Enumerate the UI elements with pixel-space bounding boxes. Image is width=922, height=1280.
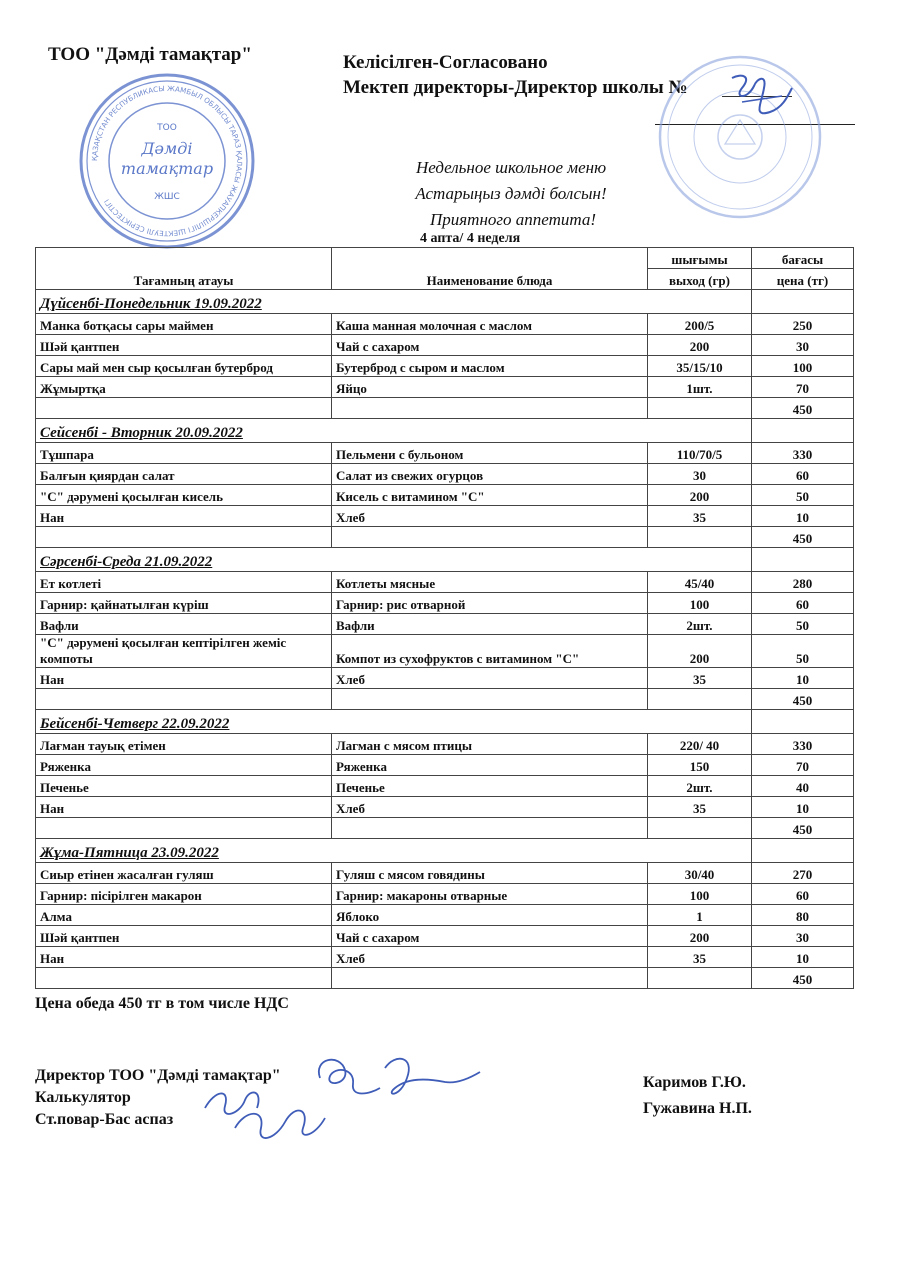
dish-price: 10 <box>752 506 854 527</box>
dish-ru: Лагман с мясом птицы <box>332 734 648 755</box>
header-ru-name: Наименование блюда <box>332 248 648 290</box>
dish-kz: Вафли <box>36 614 332 635</box>
dish-kz: Нан <box>36 668 332 689</box>
total-empty <box>332 818 648 839</box>
table-row <box>36 485 854 506</box>
stamp-bottom-text: ЖШС <box>154 192 180 202</box>
signature-names <box>643 1070 752 1122</box>
dish-kz: Ряженка <box>36 755 332 776</box>
total-empty <box>332 398 648 419</box>
dish-kz: Печенье <box>36 776 332 797</box>
total-empty <box>36 527 332 548</box>
dish-yield: 35/15/10 <box>648 356 752 377</box>
table-row <box>36 797 854 818</box>
dish-kz: Жұмыртқа <box>36 377 332 398</box>
day-name: Бейсенбі-Четверг 22.09.2022 <box>36 710 648 734</box>
dish-price: 50 <box>752 635 854 668</box>
dish-price: 50 <box>752 485 854 506</box>
day-spacer <box>648 419 752 443</box>
agreed-label: Келісілген-Согласовано <box>343 52 548 73</box>
dish-kz: Шәй қантпен <box>36 926 332 947</box>
stamp-ring-text: ҚАЗАҚСТАН РЕСПУБЛИКАСЫ ЖАМБЫЛ ОБЛЫСЫ ТАРАЗ ҚАЛАСЫ ЖАУАПКЕРШІЛІГІ ШЕКТЕУЛІ СЕРІКТЕСТІГІ <box>89 83 245 239</box>
dish-ru: Гарнир: макароны отварные <box>332 884 648 905</box>
dish-yield: 200 <box>648 485 752 506</box>
dish-ru: Гарнир: рис отварной <box>332 593 648 614</box>
dish-ru: Чай с сахаром <box>332 926 648 947</box>
dish-kz: Гарнир: пісірілген макарон <box>36 884 332 905</box>
day-total: 450 <box>752 398 854 419</box>
stamp-center-line1: Дәмді <box>141 139 193 158</box>
dish-yield: 1шт. <box>648 377 752 398</box>
dish-price: 60 <box>752 464 854 485</box>
dish-ru: Хлеб <box>332 506 648 527</box>
day-total: 450 <box>752 818 854 839</box>
menu-title-line1: Недельное школьное меню <box>415 158 607 177</box>
table-row <box>36 464 854 485</box>
dish-kz: Ет котлеті <box>36 572 332 593</box>
table-row <box>36 947 854 968</box>
table-row <box>36 755 854 776</box>
header-yield-ru: выход (гр) <box>648 269 752 290</box>
dish-ru: Вафли <box>332 614 648 635</box>
total-empty <box>648 398 752 419</box>
stamp-center-line2: тамақтар <box>120 159 214 178</box>
total-empty <box>648 968 752 989</box>
day-spacer <box>648 290 752 314</box>
company-name: ТОО "Дәмді тамақтар" <box>48 44 252 65</box>
day-spacer <box>752 839 854 863</box>
day-spacer <box>752 419 854 443</box>
day-row <box>36 710 854 734</box>
dish-kz: Тұшпара <box>36 443 332 464</box>
dish-ru: Хлеб <box>332 668 648 689</box>
day-row <box>36 419 854 443</box>
table-row <box>36 635 854 668</box>
name-director: Каримов Г.Ю. <box>643 1074 746 1091</box>
day-row <box>36 548 854 572</box>
table-row <box>36 356 854 377</box>
header-price-kz: бағасы <box>752 248 854 269</box>
dish-yield: 200/5 <box>648 314 752 335</box>
dish-yield: 35 <box>648 947 752 968</box>
dish-yield: 2шт. <box>648 776 752 797</box>
table-row <box>36 572 854 593</box>
dish-price: 60 <box>752 593 854 614</box>
dish-yield: 45/40 <box>648 572 752 593</box>
table-header-row-1 <box>36 248 854 269</box>
table-row <box>36 314 854 335</box>
dish-kz: "С" дәрумені қосылған кисель <box>36 485 332 506</box>
day-spacer <box>648 710 752 734</box>
dish-yield: 35 <box>648 668 752 689</box>
table-row <box>36 443 854 464</box>
dish-yield: 200 <box>648 635 752 668</box>
dish-ru: Ряженка <box>332 755 648 776</box>
day-name: Дүйсенбі-Понедельник 19.09.2022 <box>36 290 648 314</box>
day-total: 450 <box>752 527 854 548</box>
dish-ru: Котлеты мясные <box>332 572 648 593</box>
total-row <box>36 689 854 710</box>
dish-kz: Алма <box>36 905 332 926</box>
day-total: 450 <box>752 689 854 710</box>
header-price-ru: цена (тг) <box>752 269 854 290</box>
day-name: Жұма-Пятница 23.09.2022 <box>36 839 648 863</box>
name-chef: Гужавина Н.П. <box>643 1100 752 1117</box>
dish-price: 30 <box>752 335 854 356</box>
dish-price: 60 <box>752 884 854 905</box>
table-row <box>36 926 854 947</box>
dish-yield: 200 <box>648 335 752 356</box>
table-row <box>36 614 854 635</box>
dish-yield: 30 <box>648 464 752 485</box>
dish-price: 10 <box>752 668 854 689</box>
dish-price: 10 <box>752 797 854 818</box>
dish-kz: Балғын қиярдан салат <box>36 464 332 485</box>
dish-price: 70 <box>752 755 854 776</box>
dish-yield: 2шт. <box>648 614 752 635</box>
total-row <box>36 818 854 839</box>
dish-kz: Манка ботқасы сары маймен <box>36 314 332 335</box>
dish-ru: Кисель с витамином "С" <box>332 485 648 506</box>
dish-price: 70 <box>752 377 854 398</box>
day-total: 450 <box>752 968 854 989</box>
table-row <box>36 905 854 926</box>
menu-title-line3: Приятного аппетита! <box>429 210 596 229</box>
dish-price: 40 <box>752 776 854 797</box>
dish-ru: Хлеб <box>332 797 648 818</box>
dish-price: 10 <box>752 947 854 968</box>
dish-ru: Гуляш с мясом говядины <box>332 863 648 884</box>
dish-price: 80 <box>752 905 854 926</box>
dish-price: 330 <box>752 443 854 464</box>
dish-yield: 150 <box>648 755 752 776</box>
total-empty <box>332 968 648 989</box>
total-row <box>36 968 854 989</box>
day-spacer <box>648 548 752 572</box>
dish-kz: Нан <box>36 947 332 968</box>
total-row <box>36 527 854 548</box>
dish-kz: "С" дәрумені қосылған кептірілген жеміс компоты <box>36 635 332 668</box>
dish-yield: 100 <box>648 593 752 614</box>
day-spacer <box>752 290 854 314</box>
dish-ru: Пельмени с бульоном <box>332 443 648 464</box>
day-name: Сәрсенбі-Среда 21.09.2022 <box>36 548 648 572</box>
dish-ru: Хлеб <box>332 947 648 968</box>
dish-yield: 1 <box>648 905 752 926</box>
total-empty <box>36 398 332 419</box>
approval-block <box>343 50 688 100</box>
total-empty <box>36 689 332 710</box>
total-empty <box>36 818 332 839</box>
day-row <box>36 839 854 863</box>
handwritten-signatures <box>195 1048 485 1148</box>
table-row <box>36 668 854 689</box>
dish-ru: Бутерброд с сыром и маслом <box>332 356 648 377</box>
dish-ru: Яблоко <box>332 905 648 926</box>
dish-ru: Компот из сухофруктов с витамином "С" <box>332 635 648 668</box>
role-director: Директор ТОО "Дәмді тамақтар" <box>35 1067 281 1084</box>
total-row <box>36 398 854 419</box>
dish-yield: 110/70/5 <box>648 443 752 464</box>
total-empty <box>648 689 752 710</box>
dish-price: 270 <box>752 863 854 884</box>
table-row <box>36 335 854 356</box>
dish-price: 30 <box>752 926 854 947</box>
table-row <box>36 506 854 527</box>
table-row <box>36 884 854 905</box>
price-note: Цена обеда 450 тг в том числе НДС <box>35 995 289 1012</box>
header-yield-kz: шығымы <box>648 248 752 269</box>
table-row <box>36 734 854 755</box>
director-line: Мектеп директоры-Директор школы № <box>343 77 688 98</box>
dish-yield: 200 <box>648 926 752 947</box>
dish-yield: 220/ 40 <box>648 734 752 755</box>
role-chef: Ст.повар-Бас аспаз <box>35 1111 174 1128</box>
table-row <box>36 593 854 614</box>
dish-price: 330 <box>752 734 854 755</box>
role-calculator: Калькулятор <box>35 1089 131 1106</box>
day-spacer <box>648 839 752 863</box>
dish-kz: Шәй қантпен <box>36 335 332 356</box>
dish-kz: Сиыр етінен жасалған гуляш <box>36 863 332 884</box>
dish-kz: Нан <box>36 506 332 527</box>
dish-price: 100 <box>752 356 854 377</box>
total-empty <box>648 818 752 839</box>
menu-table <box>35 247 854 989</box>
dish-kz: Лағман тауық етімен <box>36 734 332 755</box>
dish-ru: Яйцо <box>332 377 648 398</box>
dish-ru: Салат из свежих огурцов <box>332 464 648 485</box>
dish-ru: Чай с сахаром <box>332 335 648 356</box>
dish-yield: 30/40 <box>648 863 752 884</box>
day-name: Сейсенбі - Вторник 20.09.2022 <box>36 419 648 443</box>
dish-ru: Печенье <box>332 776 648 797</box>
table-row <box>36 863 854 884</box>
dish-kz: Нан <box>36 797 332 818</box>
dish-yield: 35 <box>648 506 752 527</box>
day-row <box>36 290 854 314</box>
table-row <box>36 776 854 797</box>
total-empty <box>648 527 752 548</box>
dish-yield: 35 <box>648 797 752 818</box>
total-empty <box>36 968 332 989</box>
dish-ru: Каша манная молочная с маслом <box>332 314 648 335</box>
dish-kz: Сары май мен сыр қосылған бутерброд <box>36 356 332 377</box>
day-spacer <box>752 548 854 572</box>
header-kz-name: Тағамның атауы <box>36 248 332 290</box>
director-signature <box>712 68 802 128</box>
menu-title-line2: Астарыңыз дәмді болсын! <box>415 184 607 203</box>
dish-price: 280 <box>752 572 854 593</box>
total-empty <box>332 689 648 710</box>
dish-price: 50 <box>752 614 854 635</box>
stamp-top-text: ТОО <box>157 123 177 133</box>
dish-price: 250 <box>752 314 854 335</box>
table-row <box>36 377 854 398</box>
total-empty <box>332 527 648 548</box>
week-label: 4 апта/ 4 неделя <box>420 231 521 246</box>
dish-kz: Гарнир: қайнатылған күріш <box>36 593 332 614</box>
day-spacer <box>752 710 854 734</box>
dish-yield: 100 <box>648 884 752 905</box>
